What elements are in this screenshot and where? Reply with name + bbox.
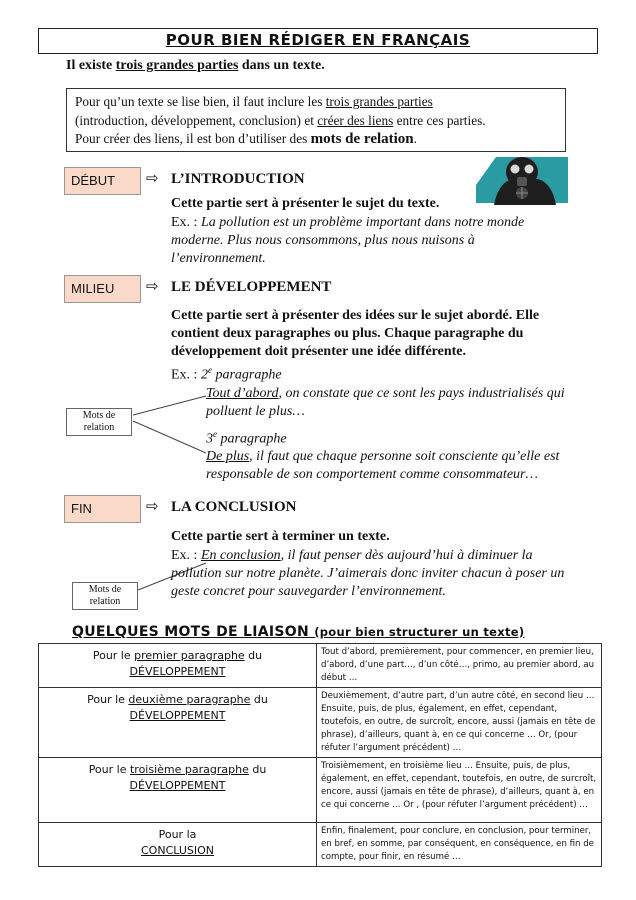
row-words: Tout d’abord, premièrement, pour commencer, en premier lieu, d’abord, d’une part…, d’un côté…, primo, au premier abord, au début … bbox=[317, 644, 602, 688]
row-mid: du bbox=[250, 693, 268, 706]
row-pre: Pour le bbox=[92, 649, 135, 662]
mots-line1: Mots de bbox=[82, 410, 116, 421]
ex-prefix: Ex. : bbox=[171, 215, 201, 230]
row-words: Deuxièmement, d’autre part, d’un autre côté, en second lieu … Ensuite, puis, de plus, également, en effet, cependant, toutefois, en outre, de surcroît, encore, aussi (jamais en tête de phrase), d’ailleurs, quant à, en ce qui concerne … Or, (pour réfuter l’argument précédent) … bbox=[317, 688, 602, 758]
arrow-right-icon: ⇨ bbox=[146, 169, 159, 187]
row-label bbox=[39, 758, 317, 823]
row-pre: Pour la bbox=[158, 828, 197, 841]
info-text-5: . bbox=[413, 131, 417, 146]
p3-word: paragraphe bbox=[217, 431, 287, 447]
row-u2: DÉVELOPPEMENT bbox=[129, 779, 226, 792]
row-u2: DÉVELOPPEMENT bbox=[129, 665, 226, 678]
row-label bbox=[39, 688, 317, 758]
conclusion-purpose: Cette partie sert à terminer un texte. bbox=[171, 529, 390, 544]
mots-de-relation-note bbox=[72, 582, 138, 610]
mots-line1: Mots de bbox=[88, 584, 122, 595]
heading-introduction: L’INTRODUCTION bbox=[171, 171, 305, 187]
dev-purpose: Cette partie sert à présenter des idées sur le sujet abordé. Elle contient deux paragraphes ou plus. Chaque paragraphe du développement doit présenter une idée différente. bbox=[171, 308, 540, 359]
row-mid: du bbox=[248, 763, 267, 776]
info-underlined-1: trois grandes parties bbox=[325, 94, 433, 109]
p2-link-word: Tout d’abord bbox=[206, 385, 279, 401]
info-text-1: Pour qu’un texte se lise bien, il faut inclure les bbox=[75, 94, 326, 109]
intro-underlined: trois grandes parties bbox=[115, 58, 239, 73]
ex-prefix: Ex. : bbox=[171, 367, 201, 383]
info-text-2: (introduction, développement, conclusion) et bbox=[75, 112, 318, 128]
p3-sup: e bbox=[213, 428, 217, 439]
conclusion-rest: , il faut penser dès aujourd’hui à diminuer la pollution sur notre planète. J’aimerais donc inviter chacun à poser un geste concret pour sauvegarder l’environnement. bbox=[171, 548, 565, 599]
info-text-3: entre ces parties. bbox=[393, 112, 486, 128]
intro-purpose: Cette partie sert à présenter le sujet du texte. bbox=[171, 196, 440, 211]
table-row bbox=[39, 823, 602, 867]
mots-line2: relation bbox=[83, 422, 115, 433]
p3-rest: , il faut que chaque personne soit consciente qu’elle est responsable de son comportement comme consommateur… bbox=[206, 449, 560, 483]
p3-num: 3 bbox=[206, 431, 213, 447]
label-milieu: MILIEU bbox=[64, 275, 141, 303]
conclusion-example bbox=[171, 547, 571, 601]
info-underlined-2: créer des liens bbox=[317, 112, 394, 128]
heading-developpement: LE DÉVELOPPEMENT bbox=[171, 279, 332, 295]
row-words: Troisièmement, en troisième lieu … Ensuite, puis, de plus, également, en effet, cependant, toutefois, en outre, de surcroît, encore, aussi (jamais en tête de phrase), d’ailleurs, quant à, en ce qui concerne … Or , (pour réfuter l’argument précédent) … bbox=[317, 758, 602, 823]
p2-rest: , on constate que ce sont les pays industrialisés qui polluent le plus… bbox=[206, 385, 565, 419]
liaison-table bbox=[38, 643, 602, 867]
label-fin: FIN bbox=[64, 495, 141, 523]
row-pre: Pour le bbox=[87, 693, 129, 706]
row-u1: troisième paragraphe bbox=[129, 763, 249, 776]
liaison-subtitle: (pour bien structurer un texte) bbox=[314, 625, 525, 639]
row-words: Enfin, finalement, pour conclure, en conclusion, pour terminer, en bref, en somme, par conséquent, en conséquence, en fin de compte, pour finir, en résumé … bbox=[317, 823, 602, 867]
arrow-right-icon: ⇨ bbox=[146, 277, 159, 295]
intro-post: dans un texte. bbox=[238, 58, 325, 73]
row-label bbox=[39, 644, 317, 688]
table-row bbox=[39, 758, 602, 823]
row-u2: CONCLUSION bbox=[141, 844, 214, 857]
info-text-4: Pour créer des liens, il est bon d’utiliser des bbox=[75, 131, 311, 146]
p2-sup: e bbox=[207, 365, 212, 375]
intro-pre: Il existe bbox=[66, 58, 116, 73]
page-title-text: POUR BIEN RÉDIGER EN FRANÇAIS bbox=[165, 31, 471, 49]
p2-word: paragraphe bbox=[211, 367, 282, 383]
liaison-title bbox=[72, 624, 524, 640]
row-label bbox=[39, 823, 317, 867]
row-u2: DÉVELOPPEMENT bbox=[129, 709, 226, 722]
info-bold: mots de relation bbox=[310, 131, 414, 147]
table-row bbox=[39, 688, 602, 758]
label-debut: DÉBUT bbox=[64, 167, 141, 195]
table-row bbox=[39, 644, 602, 688]
intro-example-text: La pollution est un problème important dans notre monde moderne. Plus nous consommons, plus nous nuisons à l’environnement. bbox=[171, 215, 525, 266]
liaison-title-text: QUELQUES MOTS DE LIAISON bbox=[72, 624, 310, 640]
ex-prefix: Ex. : bbox=[171, 548, 201, 563]
conclusion-link-word: En conclusion bbox=[200, 548, 281, 563]
p2-num: 2 bbox=[200, 367, 208, 383]
arrow-right-icon: ⇨ bbox=[146, 497, 159, 515]
mots-line2: relation bbox=[89, 596, 121, 607]
mots-de-relation-note bbox=[66, 408, 132, 436]
p3-link-word: De plus bbox=[206, 449, 250, 465]
row-u1: deuxième paragraphe bbox=[128, 693, 251, 706]
row-u1: premier paragraphe bbox=[134, 649, 245, 662]
row-pre: Pour le bbox=[88, 763, 130, 776]
heading-conclusion: LA CONCLUSION bbox=[171, 499, 297, 515]
row-mid: du bbox=[244, 649, 263, 662]
